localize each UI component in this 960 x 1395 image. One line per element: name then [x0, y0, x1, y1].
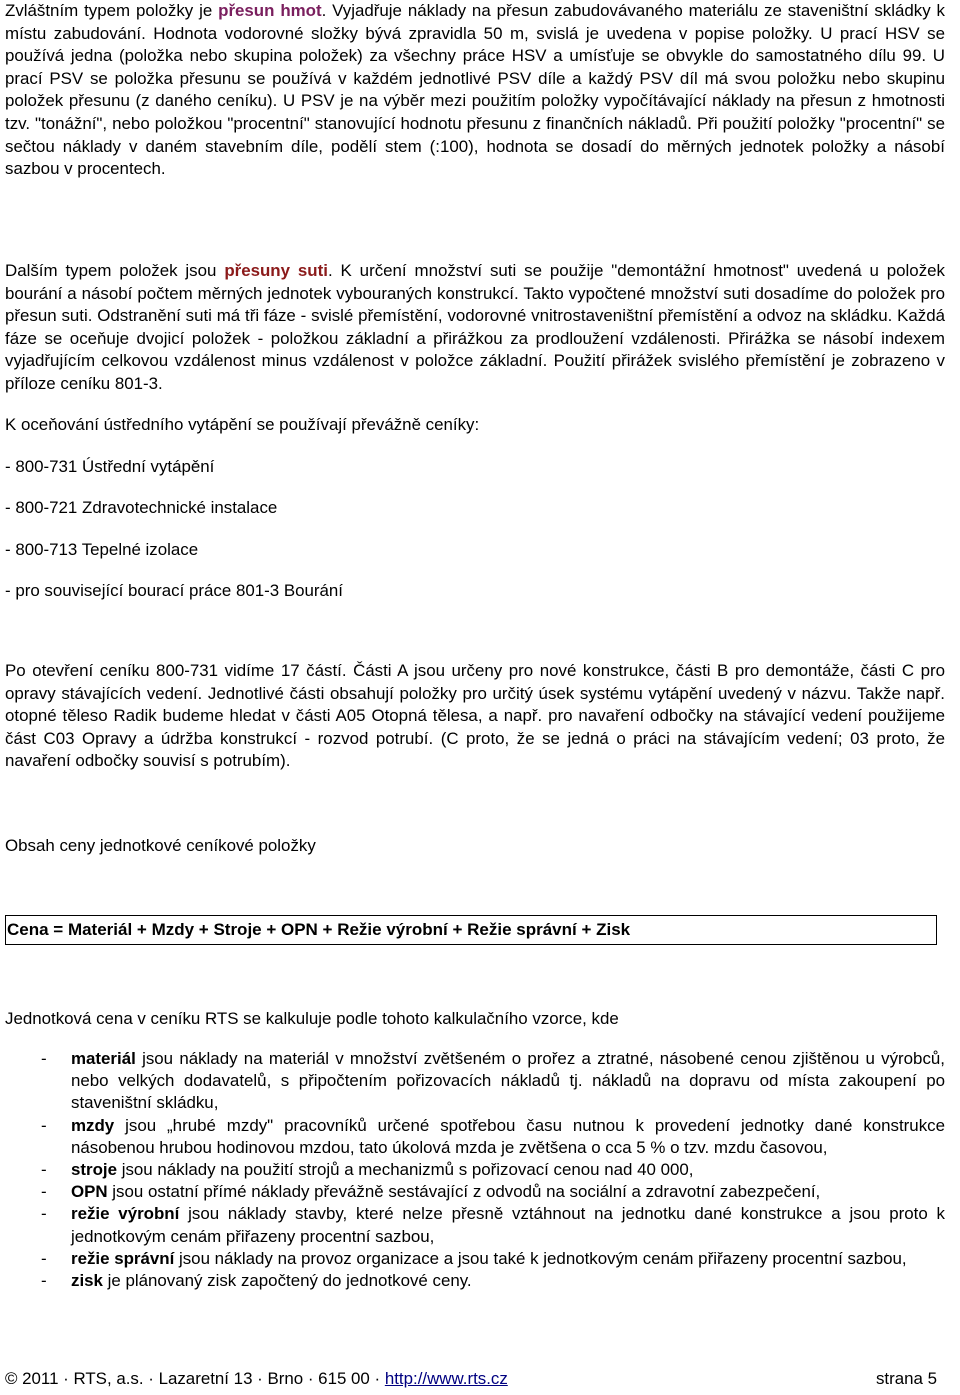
bullet-term: OPN — [71, 1182, 108, 1202]
page-footer — [5, 1368, 937, 1390]
bullet-text: jsou náklady na použití strojů a mechanizmů s pořizovací cenou nad 40 000, — [117, 1160, 694, 1180]
cost-components-list — [5, 1048, 945, 1292]
pricelist-intro: K oceňování ústředního vytápění se používají převážně ceníky: — [5, 415, 480, 434]
bullet-dash: - — [41, 1204, 47, 1224]
para4-text: Po otevření ceníku 800-731 vidíme 17 částí. Části A jsou určeny pro nové konstrukce, části B pro demontáže, části C pro opravy stávajících vedení. Jednotlivé části obsahují položky pro určitý úsek systému vytápění uvedený v názvu. Takže např. otopné těleso Radik budeme hledat v části A05 Otopná tělesa, a např. pro navaření odbočky na stávající vedení použijeme část C03 Opravy a údržba konstrukcí - rozvod potrubí. (C proto, že se jedná o práci na stávajícím vedení; 03 proto, že navaření odbočky souvisí s potrubím). — [5, 661, 945, 771]
para5-text: Obsah ceny jednotkové ceníkové položky — [5, 836, 316, 855]
para1-text-rest: . Vyjadřuje náklady na přesun zabudovávaného materiálu ze staveništní skládky k místu zabudování. Hodnota vodorovné složky bývá zpravidla 50 m, svislá je uvedena v popise položky. U prací HSV se používá jedna (položka nebo skupina položek) za všechny práce HSV a umísťuje se obvykle do samostatného dílu 99. U prací PSV se položka přesunu se používá v každém jednotlivé PSV díle a každý PSV díl má svou položku nebo skupinu položek přesunu (z daného ceníku). U PSV je na výběr mezi použitím položky vypočítávající náklady na přesun z hmotnosti tzv. "tonážní", nebo položkou "procentní" stanovující hodnotu přesunu z finančních nákladů. Při použití položky "procentní" se sečtou náklady v daném stavebním díle, podělí stem (:100), hodnota se dosadí do měrných jednotek položky a násobí sazbou v procentech. — [5, 1, 945, 179]
bullet-text: jsou náklady na materiál v množství zvětšeném o prořez a ztratné, násobené cenou zjištěnou u výrobců, nebo velkých dodavatelů, s připočtením pořizovacích nákladů tj. nákladů na dopravu od místa zakoupení po staveništní skládku, — [71, 1049, 945, 1113]
para2-text-start: Dalším typem položek jsou — [5, 261, 225, 280]
bullet-term: režie výrobní — [71, 1204, 180, 1224]
list-item — [5, 1203, 945, 1247]
pricelist-section — [5, 414, 945, 603]
para1-text-start: Zvláštním typem položky je — [5, 1, 219, 20]
bullet-term: stroje — [71, 1160, 117, 1180]
bullet-text: jsou náklady stavby, které nelze přesně vztáhnout na jednotku dané konstrukce a jsou proto k jednotkovým cenám přiřazeny procentní sazbou, — [71, 1204, 946, 1246]
bullet-dash: - — [41, 1160, 47, 1180]
list-item — [5, 1270, 945, 1292]
list-item — [5, 1248, 945, 1270]
paragraph-kalkulace-intro — [5, 1008, 945, 1031]
paragraph-presun-hmot — [5, 0, 945, 181]
highlight-presun-hmot: přesun hmot — [218, 1, 322, 20]
bullet-text: je plánovaný zisk započtený do jednotkové ceny. — [102, 1271, 472, 1291]
bullet-dash: - — [41, 1049, 47, 1068]
list-item — [5, 1159, 945, 1181]
para6-text: Jednotková cena v ceníku RTS se kalkuluje podle tohoto kalkulačního vzorce, kde — [5, 1009, 619, 1028]
highlight-presuny-suti: přesuny suti — [224, 261, 328, 280]
bullet-term: režie správní — [71, 1248, 175, 1268]
footer-website-link[interactable]: http://www.rts.cz — [384, 1369, 508, 1388]
page-number: strana 5 — [875, 1369, 937, 1388]
list-item — [5, 1181, 945, 1203]
pricelist-item: - 800-731 Ústřední vytápění — [5, 456, 215, 476]
pricelist-item: - pro související bourací práce 801-3 Bourání — [5, 581, 343, 601]
paragraph-cenik-casti — [5, 660, 945, 773]
bullet-dash: - — [41, 1248, 47, 1268]
paragraph-presuny-suti — [5, 260, 945, 396]
bullet-dash: - — [41, 1182, 47, 1202]
para2-text-rest: . K určení množství suti se použije "demontážní hmotnost" uvedená u položek bourání a násobí počtem měrných jednotek vybouraných konstrukcí. Takto vypočtené množství suti dosadíme do položek pro přesun suti. Odstranění suti má tři fáze - svislé přemístění, vodorovné vnitrostaveništní přemístění a odvoz na skládku. Každá fáze se oceňuje dvojicí položek - položkou základní a přirážkou za prodloužení vzdálenosti. Přirážka se násobí indexem vyjadřujícím celkovou vzdálenost minus vzdálenost v položce základní. Použití přirážek svislého přemístění je zobrazeno v příloze ceníku 801-3. — [5, 261, 945, 393]
bullet-dash: - — [41, 1115, 47, 1135]
bullet-text: jsou ostatní přímé náklady převážně sestávající z odvodů na sociální a zdravotní zabezpečení, — [107, 1182, 821, 1202]
pricelist-item: - 800-721 Zdravotechnické instalace — [5, 498, 278, 518]
bullet-term: zisk — [71, 1271, 103, 1291]
footer-company-info: © 2011 · RTS, a.s. · Lazaretní 13 · Brno · 615 00 · — [5, 1369, 385, 1388]
pricelist-item: - 800-713 Tepelné izolace — [5, 539, 199, 559]
bullet-text: jsou „hrubé mzdy" pracovníků určené spotřebou času nutnou k provedení jednotky dané konstrukce násobenou hrubou hodinovou mzdou, tato úkolová mzda je zvětšena o cca 5 % o tzv. mzdu časovou, — [71, 1115, 945, 1157]
bullet-term: mzdy — [71, 1115, 115, 1135]
bullet-text: jsou náklady na provoz organizace a jsou také k jednotkovým cenám přiřazeny procentní sazbou, — [174, 1248, 907, 1268]
bullet-term: materiál — [71, 1049, 136, 1068]
price-formula-box: Cena = Materiál + Mzdy + Stroje + OPN + Režie výrobní + Režie správní + Zisk — [5, 915, 937, 945]
heading-obsah-ceny — [5, 835, 945, 858]
bullet-dash: - — [41, 1271, 47, 1291]
list-item — [5, 1115, 945, 1159]
list-item — [5, 1048, 945, 1115]
